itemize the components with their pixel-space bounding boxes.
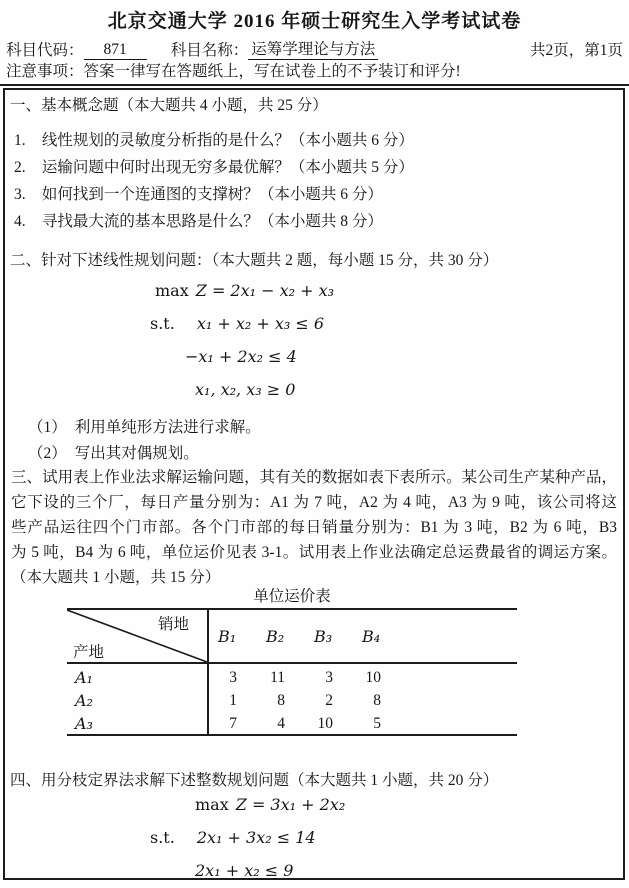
corner-label-origin: 产地	[73, 644, 105, 661]
column-header-b3: B₃	[314, 626, 333, 646]
price-cell: 3	[229, 668, 237, 686]
question-text: 运输问题中何时出现无穷多最优解？（本小题共 5 分）	[41, 159, 414, 176]
problem-text-line-2: 它下设的三个厂，每日产量分别为：A1 为 7 吨，A2 为 4 吨，A3 为 9 吨，该公司将这	[11, 494, 617, 511]
table-body	[67, 666, 517, 735]
st-label: s.t.	[150, 314, 175, 333]
table-column-headers	[209, 610, 401, 662]
price-cell: 4	[277, 714, 285, 732]
question-text: 如何找到一个连通图的支撑树？（本小题共 6 分）	[41, 186, 383, 203]
row-label: A₁	[75, 668, 93, 687]
page-count: 共2页，第1页	[529, 42, 623, 59]
price-cell: 3	[325, 668, 333, 686]
row-label: A₃	[75, 714, 93, 733]
price-cell: 7	[229, 714, 237, 732]
problem-text-line-5: （本大题共 1 小题，共 15 分）	[11, 569, 221, 586]
constraint-expression-1: 2x₁ + 3x₂ ≤ 14	[196, 828, 316, 847]
subject-meta-row	[6, 37, 623, 60]
question-item-4	[14, 209, 383, 231]
price-cell: 2	[325, 691, 333, 709]
question-number: 1.	[14, 132, 26, 149]
column-header-b1: B₁	[218, 626, 237, 646]
problem-text-line-1: 三、试用表上作业法求解运输问题，其有关的数据如表下表所示。某公司生产某种产品，	[11, 469, 617, 486]
page-title: 北京交通大学 2016 年硕士研究生入学考试试卷	[107, 11, 522, 32]
subquestion-number: （2）	[28, 445, 67, 462]
notice-line	[0, 59, 629, 86]
subquestion-text: 写出其对偶规划。	[74, 445, 199, 462]
subject-code-label: 科目代码：	[6, 42, 84, 59]
corner-label-destination: 销地	[157, 616, 189, 633]
question-number: 4.	[14, 213, 26, 230]
section-4-heading: 四、用分枝定界法求解下述整数规划问题（本大题共 1 小题，共 20 分）	[10, 772, 499, 789]
objective-expression: Z = 3x₁ + 2x₂	[235, 795, 346, 814]
question-number: 2.	[14, 159, 26, 176]
constraint-expression-2: 2x₁ + x₂ ≤ 9	[195, 861, 294, 880]
question-item-1	[14, 128, 414, 150]
price-table-caption: 单位运价表	[253, 588, 331, 605]
st-label: s.t.	[150, 828, 175, 847]
table-row-a1	[67, 666, 517, 689]
subquestion-number: （1）	[28, 419, 67, 436]
problem-text-line-4: 为 5 吨，B4 为 6 吨，单位运价见表 3-1。试用表上作业法确定总运费最省的调运方案。	[11, 544, 617, 561]
price-cell: 10	[317, 714, 333, 732]
subject-code-value: 871	[84, 41, 147, 60]
objective-expression: Z = 2x₁ − x₂ + x₃	[195, 281, 335, 300]
max-operator: max	[155, 281, 189, 300]
exam-body-box	[3, 88, 625, 880]
column-header-b2: B₂	[266, 626, 285, 646]
problem-text-line-3: 些产品运往四个门市部。各个门市部的每日销量分别为：B1 为 3 吨，B2 为 6 吨，B3	[11, 519, 617, 536]
subquestion-text: 利用单纯形方法进行求解。	[74, 419, 261, 436]
table-row-a3	[67, 712, 517, 735]
question-text: 寻找最大流的基本思路是什么？（本小题共 8 分）	[41, 213, 383, 230]
ip-objective	[195, 795, 345, 814]
price-cell: 10	[365, 668, 381, 686]
table-row-a2	[67, 689, 517, 712]
question-text: 线性规划的灵敏度分析指的是什么？（本小题共 6 分）	[41, 132, 414, 149]
table-corner-cell	[67, 610, 207, 662]
subject-name-value: 运筹学理论与方法	[248, 37, 378, 60]
lp-st-row	[150, 314, 324, 333]
price-cell: 8	[277, 691, 285, 709]
price-table	[67, 608, 517, 736]
price-cell: 11	[270, 668, 285, 686]
ip-st-row	[150, 828, 316, 847]
notice-text: 注意事项：答案一律写在答题纸上，写在试卷上的不予装订和评分!	[6, 63, 461, 80]
lp-objective	[155, 281, 334, 300]
subquestion-item-1	[28, 415, 261, 437]
constraint-expression-2: −x₁ + 2x₂ ≤ 4	[185, 347, 297, 366]
subquestion-item-2	[28, 441, 199, 463]
question-number: 3.	[14, 186, 26, 203]
price-cell: 8	[373, 691, 381, 709]
row-label: A₂	[75, 691, 93, 710]
subject-name-label: 科目名称：	[170, 42, 249, 59]
section-2-heading: 二、针对下述线性规划问题：（本大题共 2 题，每小题 15 分，共 30 分）	[10, 252, 499, 269]
question-item-2	[14, 155, 414, 177]
constraint-expression-3: x₁, x₂, x₃ ≥ 0	[195, 380, 296, 399]
price-cell: 1	[229, 691, 237, 709]
column-header-b4: B₄	[362, 626, 381, 646]
section-1-heading: 一、基本概念题（本大题共 4 小题，共 25 分）	[10, 97, 328, 114]
max-operator: max	[195, 795, 229, 814]
constraint-expression-1: x₁ + x₂ + x₃ ≤ 6	[196, 314, 325, 333]
table-header-divider	[67, 662, 517, 664]
price-cell: 5	[373, 714, 381, 732]
question-item-3	[14, 182, 383, 204]
